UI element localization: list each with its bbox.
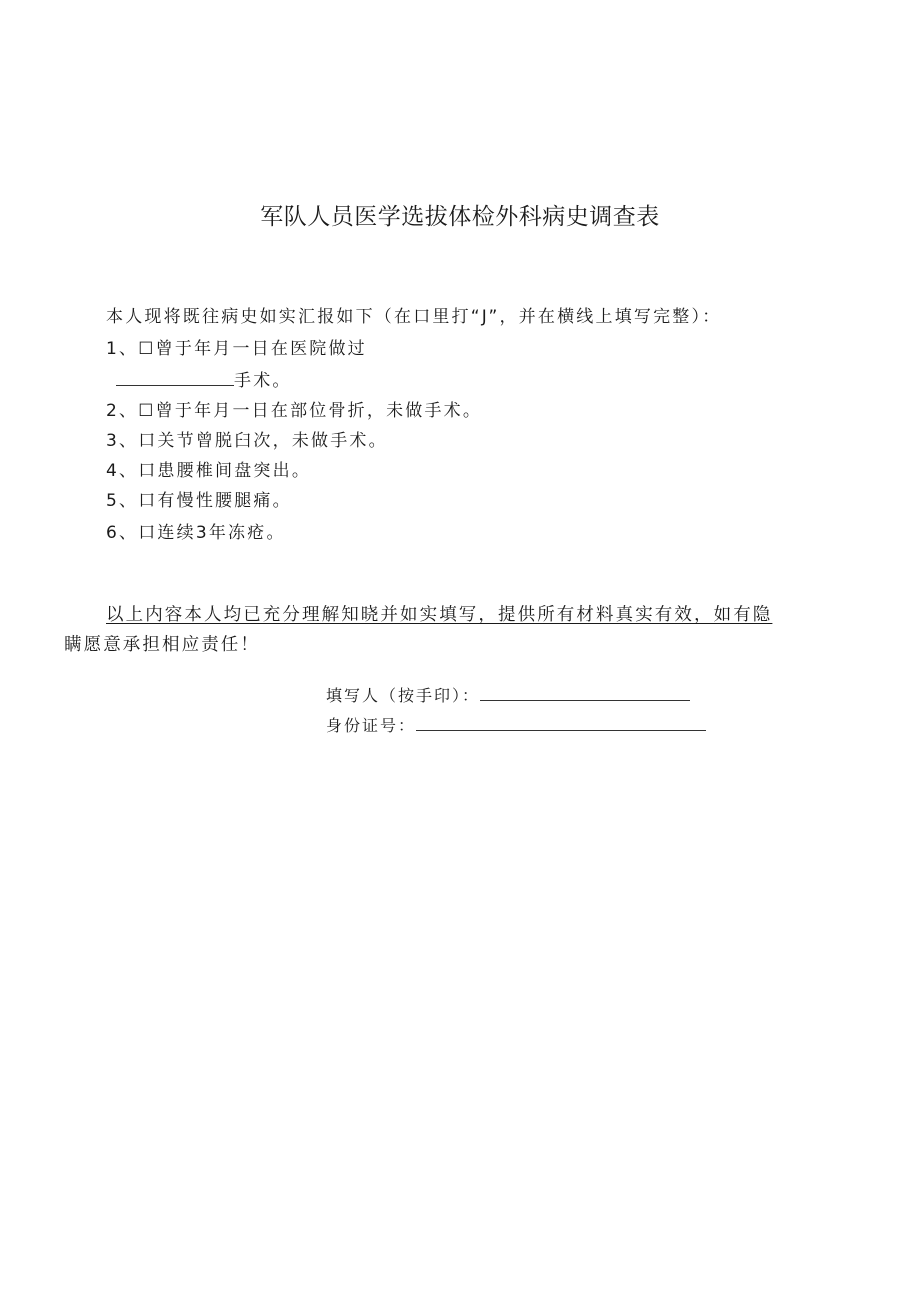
checkbox-icon[interactable]: 口 (138, 461, 158, 481)
document-title: 军队人员医学选拔体检外科病史调查表 (260, 204, 660, 230)
declaration-line-1: 以上内容本人均已充分理解知晓并如实填写，提供所有材料真实有效，如有隐 (106, 605, 773, 625)
checkbox-icon[interactable]: 口 (138, 491, 158, 511)
item-number: 6、 (106, 523, 139, 543)
item-number: 4、 (106, 461, 139, 481)
signature-row (326, 683, 690, 706)
item-text: 患腰椎间盘突出。 (157, 461, 312, 481)
checkbox-icon[interactable]: 口 (138, 431, 158, 451)
checkbox-icon[interactable]: 口 (138, 523, 158, 543)
item-text: 有慢性腰腿痛。 (157, 491, 292, 511)
list-item-6 (106, 518, 286, 543)
item-text: 手术。 (234, 371, 292, 391)
id-number-label: 身份证号： (326, 716, 417, 735)
list-item-1-continuation (116, 366, 292, 391)
intro-text: 本人现将既往病史如实汇报如下（在口里打“J”，并在横线上填写完整）： (106, 307, 722, 327)
item-text: 关节曾脱臼次，未做手术。 (157, 431, 388, 451)
checkbox-icon[interactable]: ☐ (138, 339, 156, 359)
surgery-blank-field[interactable] (116, 371, 234, 386)
item-text: 曾于年月一日在医院做过 (155, 339, 367, 359)
list-item-1 (106, 334, 367, 359)
signature-label: 填写人（按手印）： (326, 686, 481, 705)
list-item-5 (106, 486, 292, 511)
item-number: 5、 (106, 491, 139, 511)
list-item-3 (106, 426, 388, 451)
list-item-4 (106, 456, 311, 481)
declaration-line-2: 瞒愿意承担相应责任！ (64, 635, 260, 655)
checkbox-icon[interactable]: ☐ (138, 401, 156, 421)
id-number-row (326, 713, 706, 736)
item-number: 1、 (106, 339, 139, 359)
item-number: 3、 (106, 431, 139, 451)
item-number: 2、 (106, 401, 139, 421)
item-text: 曾于年月一日在部位骨折，未做手术。 (155, 401, 483, 421)
signature-field[interactable] (480, 686, 690, 701)
item-text: 连续3年冻疮。 (157, 523, 286, 543)
list-item-2 (106, 396, 482, 421)
id-number-field[interactable] (416, 716, 706, 731)
